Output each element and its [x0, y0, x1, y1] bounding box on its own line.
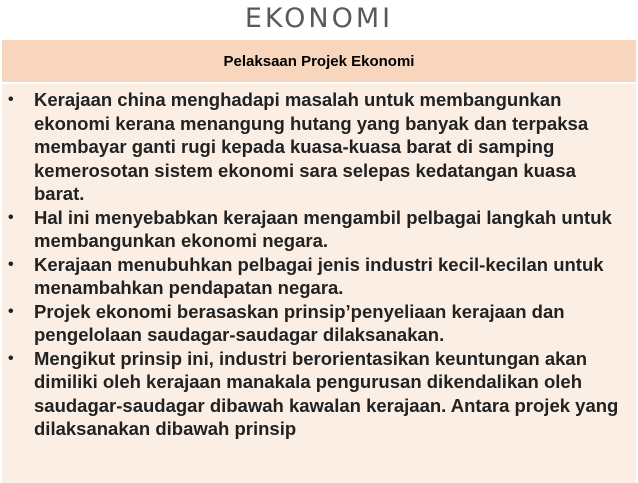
- slide-title: EKONOMI: [244, 3, 394, 34]
- table-body: [2, 84, 636, 483]
- list-item-text: Kerajaan china menghadapi masalah untuk membangunkan ekonomi kerana menangung hutang yang banyak dan terpaksa membayar ganti rugi kepada kuasa-kuasa barat di samping kemerosotan sistem ekonomi sara selepas kedatangan kuasa barat.: [34, 89, 589, 204]
- list-item-text: Hal ini menyebabkan kerajaan mengambil pelbagai langkah untuk membangunkan ekonomi negara.: [34, 206, 612, 251]
- bullet-icon: •: [8, 208, 14, 226]
- content-table: [0, 40, 638, 479]
- bullet-icon: •: [8, 91, 14, 108]
- bullet-icon: •: [8, 255, 14, 273]
- bullet-icon: •: [8, 349, 14, 367]
- bullet-icon: •: [8, 302, 14, 320]
- table-header: [2, 40, 636, 84]
- list-item: [8, 88, 630, 206]
- list-item-text: Projek ekonomi berasaskan prinsip’penyeliaan kerajaan dan pengelolaan saudagar-saudagar dilaksanakan.: [34, 300, 565, 345]
- list-item: [8, 253, 630, 300]
- list-item: [8, 300, 630, 347]
- list-item-text: Mengikut prinsip ini, industri berorientasikan keuntungan akan dimiliki oleh kerajaan manakala pengurusan dikendalikan oleh saudagar-saudagar dibawah kawalan kerajaan. Antara projek yang dilaksanakan dibawah prinsip: [34, 347, 619, 439]
- table-header-label: Pelaksaan Projek Ekonomi: [223, 52, 415, 70]
- list-item-text: Kerajaan menubuhkan pelbagai jenis industri kecil-kecilan untuk menambahkan pendapatan negara.: [34, 253, 604, 298]
- list-item: [8, 206, 630, 253]
- bullet-list: [8, 88, 630, 441]
- list-item: [8, 347, 630, 441]
